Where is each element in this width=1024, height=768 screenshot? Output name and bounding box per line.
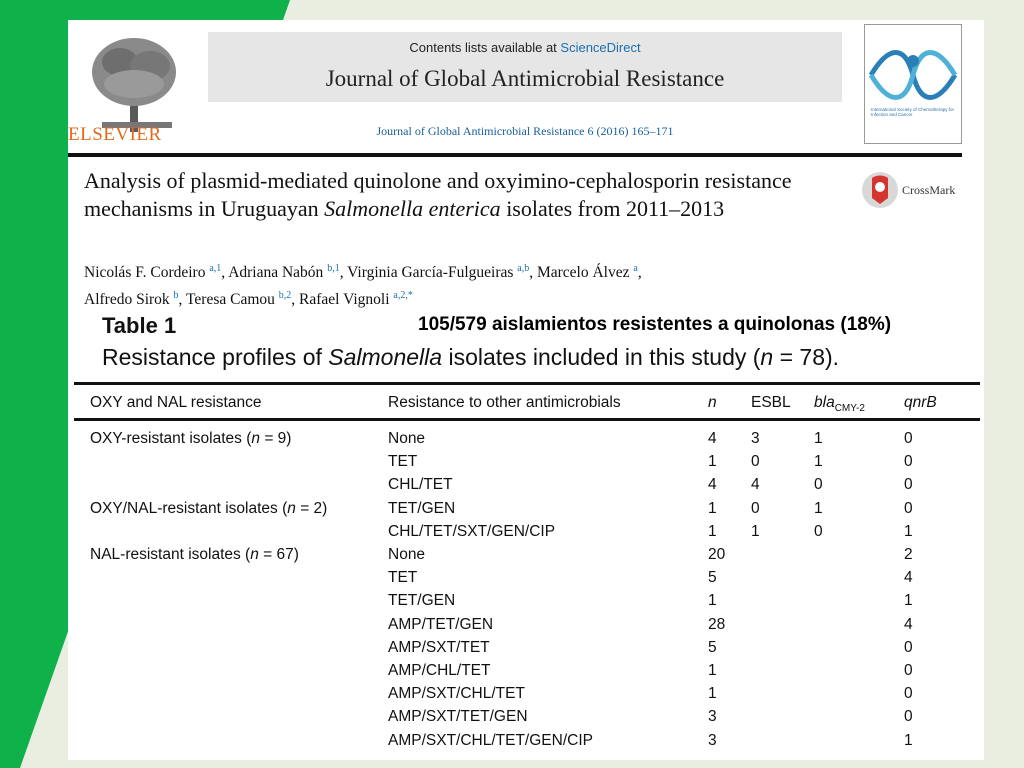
cell-n: 3 bbox=[708, 708, 717, 726]
cell-n: 1 bbox=[708, 499, 717, 517]
cell-other-antimicrobials: None bbox=[388, 430, 426, 447]
cell-other-antimicrobials: AMP/SXT/CHL/TET/GEN/CIP bbox=[388, 731, 593, 749]
cell-qnrb: 0 bbox=[904, 685, 913, 703]
group-label: NAL-resistant isolates (n = 67) bbox=[90, 546, 299, 563]
cell-qnrb: 1 bbox=[904, 592, 913, 610]
quinolone-resistance-callout: 105/579 aislamientos resistentes a quinolonas (18%) bbox=[418, 314, 892, 335]
journal-title: Journal of Global Antimicrobial Resistance bbox=[325, 66, 725, 91]
society-name: International Society of Chemotherapy for Infection and Cancer bbox=[871, 107, 955, 117]
table-header-rule bbox=[74, 418, 980, 421]
header-esbl: ESBL bbox=[751, 394, 791, 411]
header-n: n bbox=[708, 394, 717, 411]
cell-qnrb: 0 bbox=[904, 662, 913, 679]
author[interactable]: Alfredo Sirok $^b$, bbox=[84, 290, 187, 309]
cell-esbl: 0 bbox=[751, 499, 760, 517]
cell-n: 4 bbox=[708, 476, 717, 494]
journal-banner bbox=[208, 32, 842, 102]
author[interactable]: Teresa Camou $^{b,2}$, bbox=[186, 290, 300, 309]
cell-qnrb: 0 bbox=[904, 476, 913, 494]
cell-qnrb: 0 bbox=[904, 430, 913, 447]
table-caption: Resistance profiles of Salmonella isolates included in this study (n = 78). bbox=[102, 344, 840, 370]
header-divider bbox=[68, 153, 962, 157]
society-logo bbox=[864, 24, 962, 144]
cell-esbl: 4 bbox=[751, 476, 760, 494]
author[interactable]: Adriana Nabón $^{b,1}$, bbox=[228, 263, 348, 282]
contents-line: Contents lists available at ScienceDirect bbox=[409, 40, 641, 55]
cell-other-antimicrobials: CHL/TET/SXT/GEN/CIP bbox=[388, 522, 556, 540]
group-label: OXY/NAL-resistant isolates (n = 2) bbox=[90, 499, 328, 517]
cell-n: 5 bbox=[708, 569, 717, 587]
cell-n: 3 bbox=[708, 731, 717, 749]
cell-bla: 0 bbox=[814, 476, 823, 494]
cell-other-antimicrobials: TET bbox=[388, 453, 418, 471]
cell-n: 1 bbox=[708, 522, 717, 540]
author[interactable]: Virginia García-Fulgueiras $^{a,b}$, bbox=[347, 263, 537, 282]
cell-qnrb: 0 bbox=[904, 708, 913, 726]
table-top-rule bbox=[74, 382, 980, 385]
cell-n: 28 bbox=[708, 615, 726, 633]
cell-n: 4 bbox=[708, 430, 717, 447]
cell-qnrb: 4 bbox=[904, 615, 913, 633]
cell-n: 20 bbox=[708, 546, 726, 563]
author-list bbox=[84, 257, 874, 311]
header-qnrb: qnrB bbox=[904, 394, 937, 411]
table-label: Table 1 bbox=[102, 313, 177, 338]
crossmark-label: CrossMark bbox=[902, 183, 956, 197]
cell-qnrb: 1 bbox=[904, 731, 913, 749]
author[interactable]: Rafael Vignoli $^{a,2,*}$ bbox=[299, 290, 413, 309]
cell-qnrb: 2 bbox=[904, 546, 913, 563]
dna-helix-icon bbox=[865, 25, 961, 105]
cell-bla: 1 bbox=[814, 453, 823, 471]
cell-other-antimicrobials: AMP/SXT/TET/GEN bbox=[388, 708, 528, 726]
cell-other-antimicrobials: AMP/SXT/TET bbox=[388, 638, 490, 656]
cell-other-antimicrobials: CHL/TET bbox=[388, 476, 453, 494]
cell-n: 1 bbox=[708, 685, 717, 703]
cell-n: 1 bbox=[708, 662, 717, 679]
journal-reference[interactable]: Journal of Global Antimicrobial Resistance 6 (2016) 165–171 bbox=[376, 124, 674, 138]
article-title: Analysis of plasmid-mediated quinolone and oxyimino-cephalosporin resistance mechanisms in Uruguayan Salmonella enterica isolates from 2011–2013 bbox=[84, 168, 792, 221]
sciencedirect-link[interactable]: ScienceDirect bbox=[560, 40, 641, 55]
cell-qnrb: 0 bbox=[904, 638, 913, 656]
cell-qnrb: 0 bbox=[904, 499, 913, 517]
cell-n: 1 bbox=[708, 453, 717, 471]
header-group: OXY and NAL resistance bbox=[90, 394, 262, 411]
cell-esbl: 0 bbox=[751, 453, 760, 471]
cell-other-antimicrobials: AMP/SXT/CHL/TET bbox=[388, 685, 525, 703]
article-page bbox=[68, 20, 984, 760]
publisher-name: ELSEVIER bbox=[68, 124, 162, 145]
header-bla: bla$_{CMY-2}$ bbox=[814, 394, 865, 415]
crossmark-icon[interactable] bbox=[860, 170, 900, 210]
cell-n: 5 bbox=[708, 638, 717, 656]
author[interactable]: Marcelo Álvez $^a$, bbox=[536, 263, 642, 282]
cell-bla: 1 bbox=[814, 499, 823, 517]
cell-other-antimicrobials: TET/GEN bbox=[388, 592, 456, 610]
header-other-antimicrobials: Resistance to other antimicrobials bbox=[388, 394, 621, 411]
group-label: OXY-resistant isolates (n = 9) bbox=[90, 430, 292, 447]
author[interactable]: Nicolás F. Cordeiro $^{a,1}$, bbox=[84, 263, 229, 282]
cell-qnrb: 4 bbox=[904, 569, 913, 587]
cell-other-antimicrobials: None bbox=[388, 546, 426, 563]
cell-qnrb: 0 bbox=[904, 453, 913, 471]
cell-n: 1 bbox=[708, 592, 717, 610]
cell-esbl: 1 bbox=[751, 522, 760, 540]
cell-other-antimicrobials: TET bbox=[388, 569, 418, 587]
cell-qnrb: 1 bbox=[904, 522, 913, 540]
cell-other-antimicrobials: TET/GEN bbox=[388, 499, 456, 517]
cell-bla: 1 bbox=[814, 430, 823, 447]
cell-other-antimicrobials: AMP/CHL/TET bbox=[388, 662, 491, 679]
cell-esbl: 3 bbox=[751, 430, 760, 447]
cell-bla: 0 bbox=[814, 522, 823, 540]
cell-other-antimicrobials: AMP/TET/GEN bbox=[388, 615, 494, 633]
